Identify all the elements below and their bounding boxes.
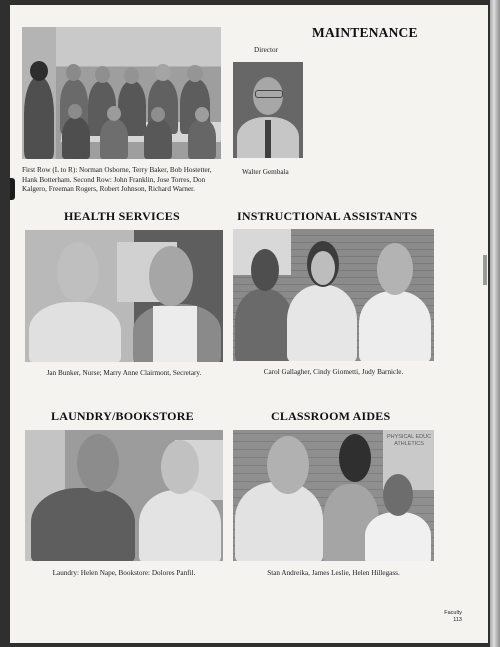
health-services-caption: Jan Bunker, Nurse; Marry Anne Clairmont, Secretary. <box>46 369 202 377</box>
folio-page-number: 113 <box>453 616 462 623</box>
classroom-aides-heading: CLASSROOM AIDES <box>271 409 391 423</box>
maintenance-group-caption: First Row (L to R): Norman Osborne, Terry Baker, Bob Hostetter, Hank Botterham. Second Row: John Franklin, Jose Torres, Don Kalgero, Freeman Rogers, Robert Johnson, Richard Warner. <box>22 166 212 193</box>
page-folio <box>420 610 462 623</box>
instructional-assistants-caption: Carol Gallagher, Cindy Giometti, Judy Barnicle. <box>263 368 404 376</box>
laundry-bookstore-heading: LAUNDRY/BOOKSTORE <box>51 409 194 423</box>
folio-section: Faculty <box>444 610 462 616</box>
binding-tab <box>10 178 15 200</box>
health-services-photo <box>25 230 223 362</box>
laundry-bookstore-caption: Laundry: Helen Nape, Bookstore: Dolores Panfil. <box>52 569 196 577</box>
page-edge <box>490 0 500 647</box>
spine-mark <box>483 255 487 285</box>
classroom-aides-caption: Stan Andreika, James Leslie, Helen Hillegass. <box>267 569 400 577</box>
laundry-bookstore-photo <box>25 430 223 561</box>
classroom-aides-photo <box>233 430 434 561</box>
director-label: Director <box>254 46 278 54</box>
director-portrait <box>233 62 303 158</box>
instructional-assistants-heading: INSTRUCTIONAL ASSISTANTS <box>237 209 418 223</box>
maintenance-group-photo <box>22 27 221 159</box>
director-name: Walter Gembala <box>242 168 289 176</box>
gym-sign: PHYSICAL EDUC ATHLETICS <box>386 434 432 447</box>
maintenance-heading: MAINTENANCE <box>312 25 418 40</box>
instructional-assistants-photo <box>233 229 434 361</box>
health-services-heading: HEALTH SERVICES <box>64 209 180 223</box>
